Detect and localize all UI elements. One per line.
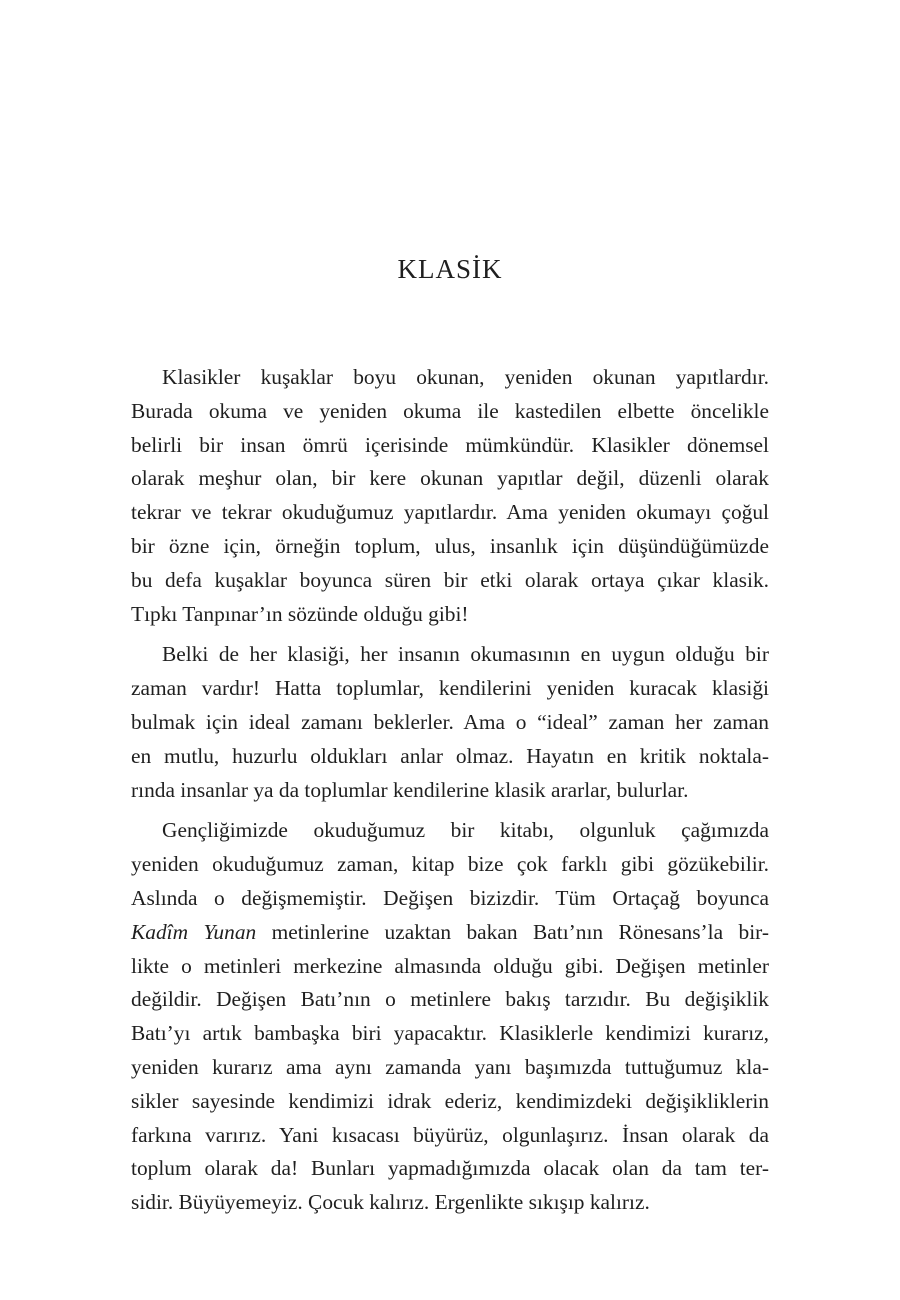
text-line: likte o metinleri merkezine almasında olduğu gibi. Değişen metinler — [131, 953, 769, 978]
text-line: değildir. Değişen Batı’nın o metinlere bakış tarzıdır. Bu değişiklik — [131, 987, 769, 1012]
text-line: farkına varırız. Yani kısacası büyürüz, olgunlaşırız. İnsan olarak da — [131, 1122, 769, 1147]
paragraph-3 — [131, 814, 769, 1220]
paragraph-1 — [131, 361, 769, 631]
text-line: bulmak için ideal zamanı beklerler. Ama o “ideal” zaman her zaman — [131, 709, 769, 734]
text-line: Belki de her klasiği, her insanın okumasının en uygun olduğu bir — [162, 642, 769, 667]
text-line: belirli bir insan ömrü içerisinde mümkündür. Klasikler dönemsel — [131, 432, 769, 457]
text-line: tekrar ve tekrar okuduğumuz yapıtlardır. Ama yeniden okumayı çoğul — [131, 500, 769, 525]
text-line: sidir. Büyüyemeyiz. Çocuk kalırız. Ergenlikte sıkışıp kalırız. — [131, 1190, 650, 1215]
chapter-body — [131, 361, 769, 1220]
text-line: bir özne için, örneğin toplum, ulus, insanlık için düşündüğümüzde — [131, 533, 769, 558]
text-line: yeniden kurarız ama aynı zamanda yanı başımızda tuttuğumuz kla- — [131, 1054, 769, 1079]
text-line: Kadîm Yunan metinlerine uzaktan bakan Batı’nın Rönesans’la bir- — [131, 919, 769, 944]
text-line: Burada okuma ve yeniden okuma ile kastedilen elbette öncelikle — [131, 398, 769, 423]
chapter-title: KLASİK — [397, 254, 503, 284]
italic-phrase: Kadîm Yunan — [131, 919, 257, 944]
text-line: Batı’yı artık bambaşka biri yapacaktır. Klasiklerle kendimizi kurarız, — [131, 1021, 769, 1046]
text-line: sikler sayesinde kendimizi idrak ederiz, kendimizdeki değişikliklerin — [131, 1088, 769, 1113]
text-line: olarak meşhur olan, bir kere okunan yapıtlar değil, düzenli olarak — [131, 466, 769, 491]
text-line: Aslında o değişmemiştir. Değişen bizizdir. Tüm Ortaçağ boyunca — [131, 885, 769, 910]
text-line: Tıpkı Tanpınar’ın sözünde olduğu gibi! — [131, 601, 469, 626]
text-line: rında insanlar ya da toplumlar kendilerine klasik ararlar, bulurlar. — [131, 777, 689, 802]
text-line: yeniden okuduğumuz zaman, kitap bize çok farklı gibi gözükebilir. — [131, 852, 769, 877]
text-line: toplum olarak da! Bunları yapmadığımızda olacak olan da tam ter- — [131, 1156, 769, 1181]
text-line: Klasikler kuşaklar boyu okunan, yeniden okunan yapıtlardır. — [162, 365, 769, 389]
text-line: Gençliğimizde okuduğumuz bir kitabı, olgunluk çağımızda — [162, 818, 769, 843]
text-line: zaman vardır! Hatta toplumlar, kendilerini yeniden kuracak klasiği — [131, 676, 769, 701]
paragraph-2 — [131, 638, 769, 807]
text-line: bu defa kuşaklar boyunca süren bir etki olarak ortaya çıkar klasik. — [131, 567, 769, 592]
text-line: en mutlu, huzurlu oldukları anlar olmaz. Hayatın en kritik noktala- — [131, 743, 769, 768]
